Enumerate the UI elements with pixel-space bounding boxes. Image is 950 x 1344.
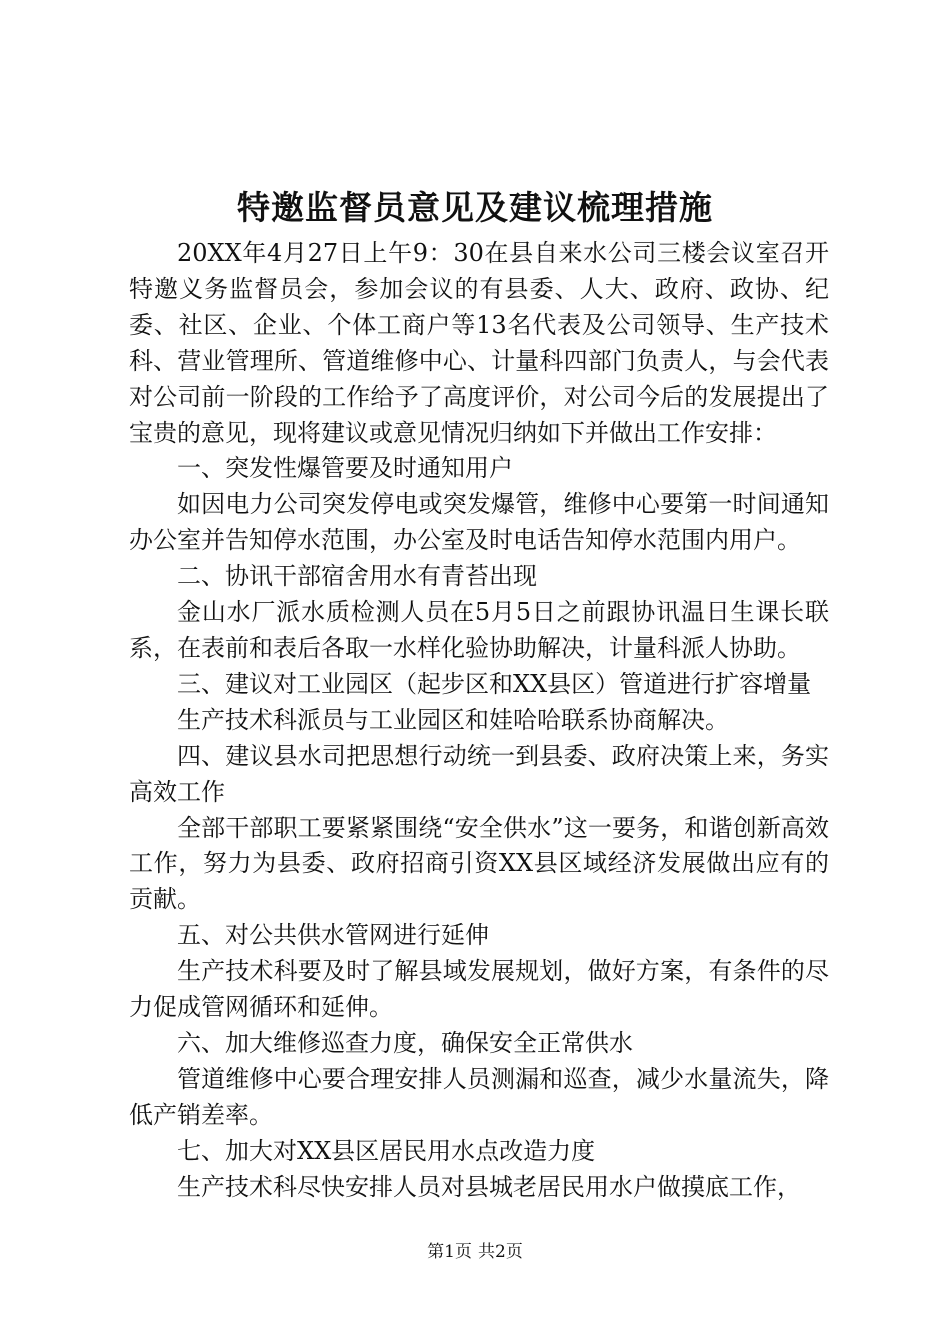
section-text-7: 生产技术科尽快安排人员对县城老居民用水户做摸底工作， [177, 1172, 801, 1201]
document-title: 特邀监督员意见及建议梳理措施 [237, 188, 713, 227]
section-text-1: 如因电力公司突发停电或突发爆管，维修中心要第一时间通知办公室并告知停水范围，办公室及时电话告知停水范围内用户。 [129, 490, 829, 555]
section-heading-2: 二、协讯干部宿舍用水有青苔出现 [177, 562, 537, 591]
section-text-5: 生产技术科要及时了解县域发展规划，做好方案，有条件的尽力促成管网循环和延伸。 [129, 957, 829, 1022]
section-heading-4: 四、建议县水司把思想行动统一到县委、政府决策上来，务实高效工作 [129, 741, 829, 806]
paragraph-intro: 20XX年4月27日上午9：30在县自来水公司三楼会议室召开特邀义务监督员会，参加会议的有县委、人大、政府、政协、纪委、社区、企业、个体工商户等13名代表及公司领导、生产技术科、营业管理所、管道维修中心、计量科四部门负责人，与会代表对公司前一阶段的工作给予了高度评价，对公司今后的发展提出了宝贵的意见，现将建议或意见情况归纳如下并做出工作安排： [129, 239, 829, 447]
section-heading-7: 七、加大对XX县区居民用水点改造力度 [177, 1136, 596, 1165]
page-footer [0, 1240, 950, 1264]
section-text-6: 管道维修中心要合理安排人员测漏和巡查，减少水量流失，降低产销差率。 [129, 1064, 829, 1129]
section-heading-1: 一、突发性爆管要及时通知用户 [177, 454, 513, 483]
page-number: 第1页 [427, 1242, 472, 1262]
document-body [129, 236, 829, 1205]
section-heading-6: 六、加大维修巡查力度，确保安全正常供水 [177, 1028, 633, 1057]
section-text-3: 生产技术科派员与工业园区和娃哈哈联系协商解决。 [177, 705, 729, 734]
section-text-2: 金山水厂派水质检测人员在5月5日之前跟协讯温日生课长联系，在表前和表后各取一水样化验协助解决，计量科派人协助。 [129, 598, 829, 662]
section-text-4: 全部干部职工要紧紧围绕“安全供水”这一要务，和谐创新高效工作，努力为县委、政府招商引资XX县区域经济发展做出应有的贡献。 [129, 813, 829, 914]
section-heading-3: 三、建议对工业园区（起步区和XX县区）管道进行扩容增量 [177, 669, 812, 698]
section-heading-5: 五、对公共供水管网进行延伸 [177, 921, 489, 950]
page-total: 共2页 [478, 1242, 523, 1262]
